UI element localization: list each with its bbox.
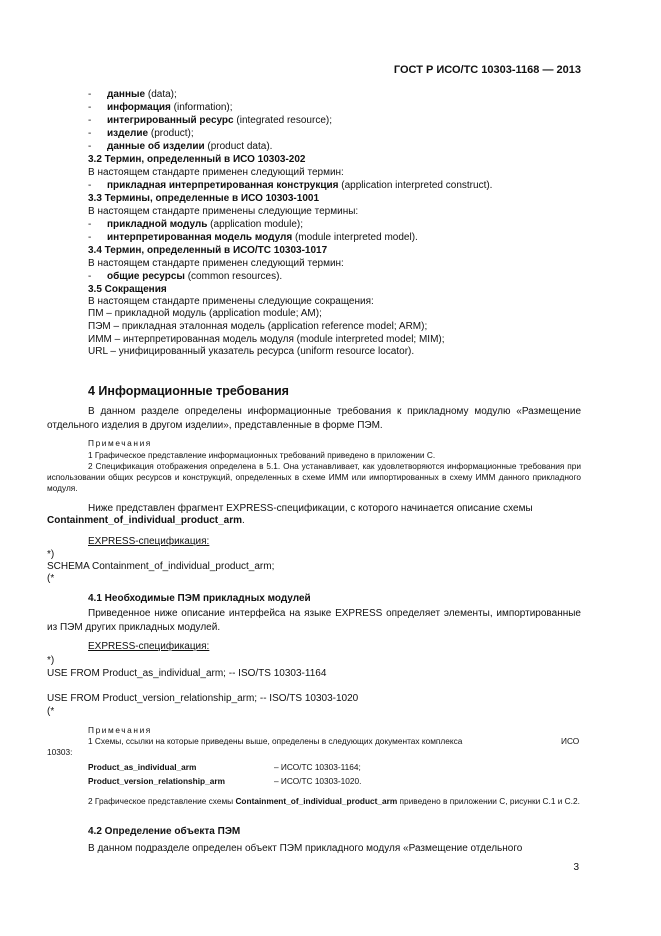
note-text: ИСО — [561, 736, 580, 746]
abbreviation-item: ПМ – прикладной модуль (application module; AM); — [88, 308, 322, 319]
bullet-dash: - — [88, 232, 92, 243]
list-item: интегрированный ресурс (integrated resource); — [107, 115, 332, 126]
bullet-dash: - — [88, 102, 92, 113]
bullet-dash: - — [88, 128, 92, 139]
list-item: данные (data); — [107, 89, 177, 100]
section-paragraph: В данном подразделе определен объект ПЭМ прикладного модуля «Размещение отдельного — [88, 843, 523, 854]
ref-doc: – ИСО/ТС 10303-1020. — [274, 776, 362, 786]
page-number: 3 — [573, 862, 579, 873]
section-intro: В настоящем стандарте применен следующий термин: — [88, 167, 344, 178]
bullet-dash: - — [88, 141, 92, 152]
list-item: изделие (product); — [107, 128, 194, 139]
section-heading-3-5: 3.5 Сокращения — [88, 284, 167, 295]
bullet-dash: - — [88, 219, 92, 230]
note-label: Примечания — [88, 438, 152, 448]
section-paragraph: В данном разделе определены информационные требования к прикладному модулю «Размещение отдельного изделия в другом изделии», представленные в форме ПЭМ. — [47, 406, 581, 431]
note-text: 1 Схемы, ссылки на которые приведены выше, определены в следующих документах комплекса — [88, 736, 463, 746]
express-label: EXPRESS-спецификация: — [88, 536, 210, 547]
note-text: 2 Графическое представление схемы Containment_of_individual_product_arm приведено в приложении С, рисунки С.1 и С.2. — [88, 796, 580, 806]
note-label: Примечания — [88, 725, 152, 735]
list-item: интерпретированная модель модуля (module interpreted model). — [107, 232, 418, 243]
page-header: ГОСТ Р ИСО/ТС 10303-1168 — 2013 — [393, 64, 581, 76]
list-item: данные об изделии (product data). — [107, 141, 273, 152]
bullet-dash: - — [88, 115, 92, 126]
note-text: 10303: — [47, 747, 73, 757]
code-line: (* — [47, 706, 55, 717]
code-line: (* — [47, 573, 55, 584]
code-line: USE FROM Product_version_relationship_arm; -- ISO/TS 10303-1020 — [47, 693, 359, 704]
note-text: 1 Графическое представление информационных требований приведено в приложении С. — [88, 450, 436, 460]
code-line: *) — [47, 549, 55, 560]
section-paragraph: Ниже представлен фрагмент EXPRESS-спецификации, с которого начинается описание схемы — [88, 503, 533, 514]
code-line: SCHEMA Containment_of_individual_product_arm; — [47, 561, 275, 572]
list-item: информация (information); — [107, 102, 233, 113]
section-heading-4-1: 4.1 Необходимые ПЭМ прикладных модулей — [88, 593, 311, 604]
section-heading-3-2: 3.2 Термин, определенный в ИСО 10303-202 — [88, 154, 306, 165]
bullet-dash: - — [88, 271, 92, 282]
code-line: *) — [47, 655, 55, 666]
bullet-dash: - — [88, 89, 92, 100]
code-line: USE FROM Product_as_individual_arm; -- ISO/TS 10303-1164 — [47, 668, 327, 679]
schema-name: Containment_of_individual_product_arm. — [47, 515, 245, 526]
list-item: прикладная интерпретированная конструкция (application interpreted construct). — [107, 180, 493, 191]
list-item: прикладной модуль (application module); — [107, 219, 304, 230]
section-heading-3-3: 3.3 Термины, определенные в ИСО 10303-1001 — [88, 193, 320, 204]
section-intro: В настоящем стандарте применен следующий термин: — [88, 258, 344, 269]
section-paragraph: Приведенное ниже описание интерфейса на языке EXPRESS определяет элементы, импортированные из ПЭМ других прикладных модулей. — [47, 608, 581, 633]
abbreviation-item: ПЭМ – прикладная эталонная модель (application reference model; ARM); — [88, 321, 428, 332]
section-heading-3-4: 3.4 Термин, определенный в ИСО/ТС 10303-1017 — [88, 245, 328, 256]
section-intro: В настоящем стандарте применены следующие сокращения: — [88, 296, 374, 307]
ref-name: Product_as_individual_arm — [88, 762, 197, 772]
abbreviation-item: ИММ – интерпретированная модель модуля (module interpreted model; MIM); — [88, 334, 445, 345]
ref-doc: – ИСО/ТС 10303-1164; — [274, 762, 361, 772]
bullet-dash: - — [88, 180, 92, 191]
list-item: общие ресурсы (common resources). — [107, 271, 283, 282]
section-intro: В настоящем стандарте применены следующие термины: — [88, 206, 359, 217]
ref-name: Product_version_relationship_arm — [88, 776, 225, 786]
section-heading-4-2: 4.2 Определение объекта ПЭМ — [88, 826, 241, 837]
express-label: EXPRESS-спецификация: — [88, 641, 210, 652]
abbreviation-item: URL – унифицированный указатель ресурса (uniform resource locator). — [88, 346, 415, 357]
section-heading-4: 4 Информационные требования — [88, 384, 289, 398]
note-text: 2 Спецификация отображения определена в 5.1. Она устанавливает, как удовлетворяются информационные требования при использовании общих ресурсов и конструкций, определенных в схеме ИММ или импортированных в схему ИММ данного прикладного модуля. — [47, 461, 581, 493]
